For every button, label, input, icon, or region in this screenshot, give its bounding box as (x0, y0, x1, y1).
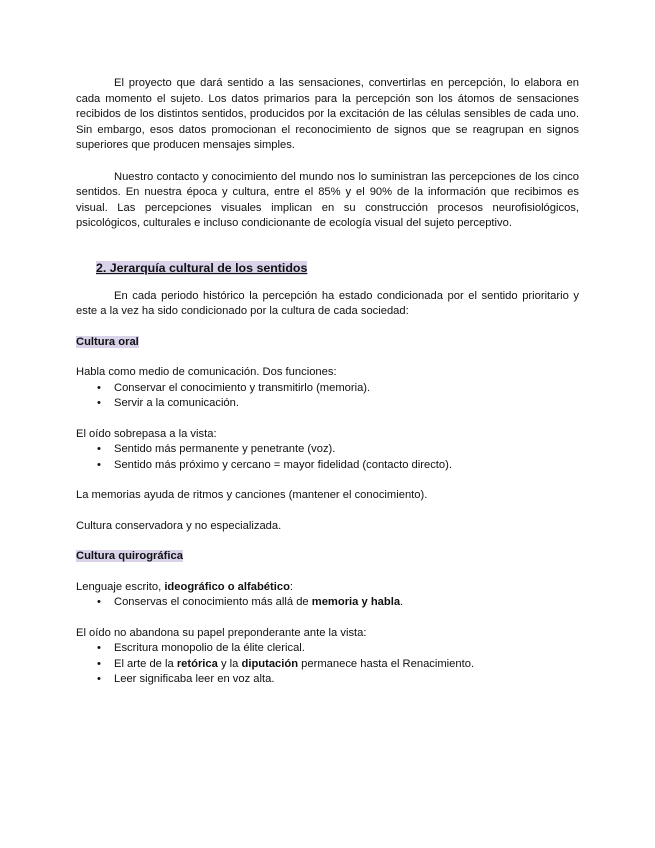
oral-memory-line: La memorias ayuda de ritmos y canciones (mantener el conocimiento). (76, 489, 428, 501)
subheading-quirografica: Cultura quirográfica (76, 550, 183, 562)
quiro-lead-2: El oído no abandona su papel preponderante ante la vista: (76, 626, 367, 639)
paragraph-senses: Nuestro contacto y conocimiento del mundo nos lo suministran las percepciones de los cinco sentidos. En nuestra época y cultura, entre el 85% y el 90% de la información que recibimos es visual. Las percepciones visuales implican en su construcción procesos neurofisiológicos, psicológicos, culturales e incluso condicionante de ecología visual del sujeto perceptivo. (76, 170, 579, 229)
list-item: • Sentido más permanente y penetrante (voz). (114, 442, 579, 458)
subheading-oral: Cultura oral (76, 335, 139, 348)
oral-conservative-line: Cultura conservadora y no especializada. (76, 519, 282, 532)
list-item: • Escritura monopolio de la élite clerical. (114, 641, 579, 657)
oral-lead-1: Habla como medio de comunicación. Dos funciones: (76, 366, 337, 378)
quiro-list-2 (76, 641, 579, 688)
quiro-list-1 (76, 595, 579, 611)
quiro-lead-1: Lenguaje escrito, ideográfico o alfabético: (76, 580, 294, 593)
list-item: • Conservar el conocimiento y transmitirlo (memoria). (114, 381, 579, 397)
list-item: • Leer significaba leer en voz alta. (114, 672, 579, 688)
list-item: • Conservas el conocimiento más allá de memoria y habla. (114, 595, 579, 611)
list-item: • Servir a la comunicación. (114, 396, 579, 412)
list-item: • El arte de la retórica y la diputación permanece hasta el Renacimiento. (114, 657, 579, 673)
section-heading: 2. Jerarquía cultural de los sentidos (96, 260, 308, 275)
document-page (76, 76, 579, 688)
paragraph-perception: El proyecto que dará sentido a las sensaciones, convertirlas en percepción, lo elabora en cada momento el sujeto. Los datos primarios para la percepción son los átomos de sensaciones recibidos de los distintos sentidos, producidos por la excitación de las células sensibles de cada uno. Sin embargo, esos datos promocionan el reconocimiento de signos que se reagrupan en signos superiores que producen mensajes simples. (76, 77, 579, 151)
oral-lead-2: El oído sobrepasa a la vista: (76, 427, 217, 440)
oral-list-1 (76, 381, 579, 412)
list-item: • Sentido más próximo y cercano = mayor fidelidad (contacto directo). (114, 458, 579, 474)
oral-list-2 (76, 442, 579, 473)
section-intro: En cada periodo histórico la percepción ha estado condicionada por el sentido prioritario y este a la vez ha sido condicionado por la cultura de cada sociedad: (76, 289, 579, 317)
